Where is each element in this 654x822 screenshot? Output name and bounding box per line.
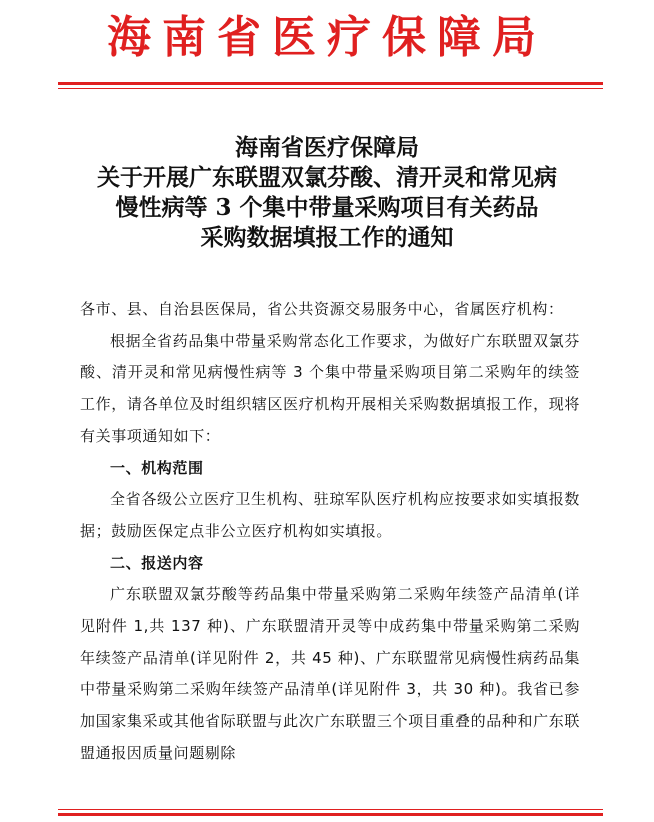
title-line-2: 关于开展广东联盟双氯芬酸、清开灵和常见病: [97, 164, 557, 191]
addressee: 各市、县、自治县医保局，省公共资源交易服务中心，省属医疗机构：: [80, 300, 564, 318]
section-1-heading: 一、机构范围: [110, 458, 204, 477]
footer-red-rule-thin: [58, 809, 603, 810]
title-line-1: 海南省医疗保障局: [235, 134, 419, 161]
document-body: [80, 294, 580, 770]
issuing-org-masthead: 海南省医疗保障局: [107, 12, 547, 63]
document-title: [0, 133, 654, 253]
header-red-rule: [58, 82, 603, 85]
section-1-paragraph: 全省各级公立医疗卫生机构、驻琼军队医疗机构应按要求如实填报数据；鼓励医保定点非公立医疗机构如实填报。: [80, 490, 580, 540]
section-2-heading: 二、报送内容: [110, 553, 204, 572]
section-2-paragraph: 广东联盟双氯芬酸等药品集中带量采购第二采购年续签产品清单(详见附件 1,共 137 种)、广东联盟清开灵等中成药集中带量采购第二采购年续签产品清单(详见附件 2，共 45 种)、广东联盟常见病慢性病药品集中带量采购第二采购年续签产品清单(详见附件 3，共 30 种)。我省已参加国家集采或其他省际联盟与此次广东联盟三个项目重叠的品种和广东联盟通报因质量问题剔除: [80, 585, 580, 762]
title-line-3: 慢性病等 3 个集中带量采购项目有关药品: [115, 194, 539, 221]
header-red-rule-thin: [58, 88, 603, 89]
footer-red-rule: [58, 813, 603, 816]
title-line-4: 采购数据填报工作的通知: [200, 224, 454, 251]
intro-paragraph: 根据全省药品集中带量采购常态化工作要求，为做好广东联盟双氯芬酸、清开灵和常见病慢性病等 3 个集中带量采购项目第二采购年的续签工作，请各单位及时组织辖区医疗机构开展相关采购数据填报工作，现将有关事项通知如下：: [80, 331, 580, 445]
